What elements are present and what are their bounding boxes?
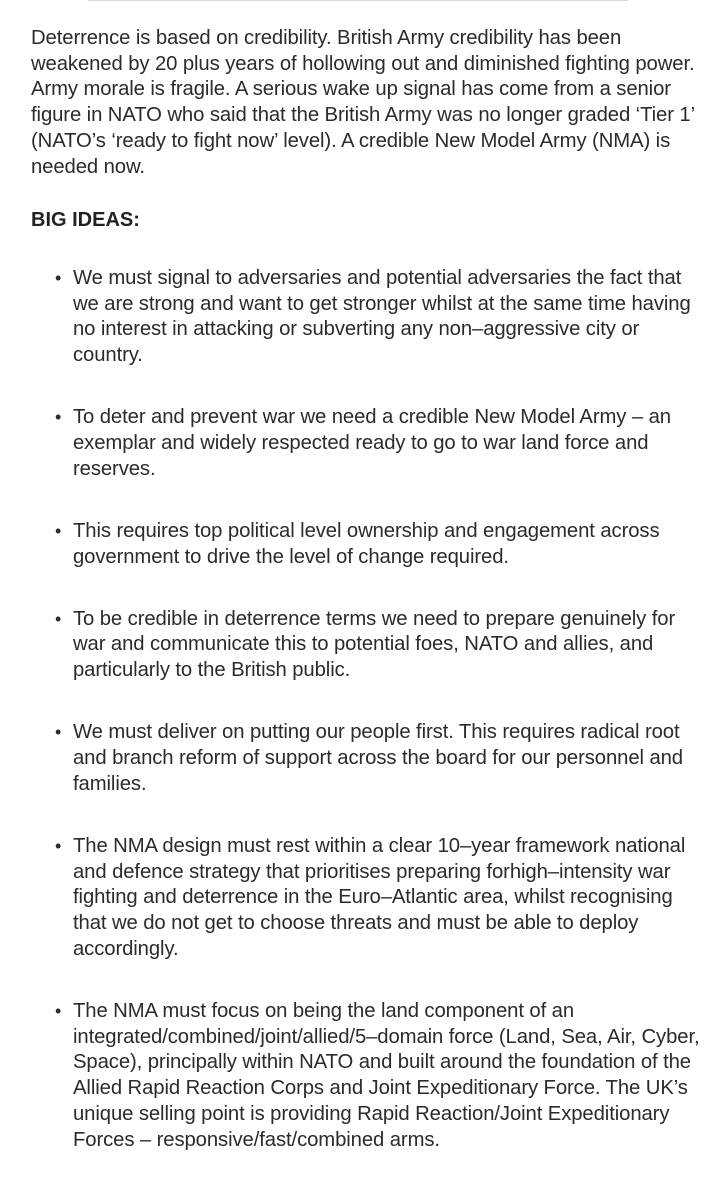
list-item	[31, 405, 701, 482]
big-ideas-list	[31, 266, 701, 1153]
list-item	[31, 999, 701, 1153]
list-item	[31, 720, 701, 797]
intro-paragraph: Deterrence is based on credibility. British Army credibility has been weakened by 20 plus years of hollowing out and diminished fighting power. Army morale is fragile. A serious wake up signal has come from a senior figure in NATO who said that the British Army was no longer graded ‘Tier 1’ (NATO’s ‘ready to fight now’ level). A credible New Model Army (NMA) is needed now.	[31, 27, 695, 178]
bullet-icon: •	[55, 1000, 62, 1021]
list-item-text: The NMA must focus on being the land component of an integrated/combined/joint/allied/5–domain force (Land, Sea, Air, Cyber, Space), principally within NATO and built around the foundation of the Allied Rapid Reaction Corps and Joint Expeditionary Force. The UK’s unique selling point is providing Rapid Reaction/Joint Expeditionary Forces – responsive/fast/combined arms.	[73, 999, 700, 1151]
bullet-icon: •	[55, 608, 62, 629]
document-body	[31, 26, 701, 1153]
bullet-icon: •	[55, 722, 62, 743]
bullet-icon: •	[55, 267, 62, 288]
list-item-text: To be credible in deterrence terms we need to prepare genuinely for war and communicate this to potential foes, NATO and allies, and particularly to the British public.	[73, 607, 676, 682]
list-item	[31, 266, 701, 369]
list-item-text: To deter and prevent war we need a credible New Model Army – an exemplar and widely respected ready to go to war land force and reserves.	[73, 406, 671, 480]
list-item-text: This requires top political level ownership and engagement across government to drive the level of change required.	[73, 519, 660, 568]
bullet-icon: •	[55, 835, 62, 856]
section-heading: BIG IDEAS:	[31, 209, 140, 232]
list-item-text: We must signal to adversaries and potential adversaries the fact that we are strong and want to get stronger whilst at the same time having no interest in attacking or subverting any non–aggressive city or country.	[73, 266, 691, 367]
list-item	[31, 519, 701, 570]
bullet-icon: •	[55, 407, 62, 428]
list-item	[31, 834, 701, 963]
bullet-icon: •	[55, 520, 62, 541]
list-item-text: We must deliver on putting our people first. This requires radical root and branch reform of support across the board for our personnel and families.	[73, 721, 683, 795]
list-item-text: The NMA design must rest within a clear 10–year framework national and defence strategy that prioritises preparing forhigh–intensity war fighting and deterrence in the Euro–Atlantic area, whilst recognising that we do not get to choose threats and must be able to deploy accordingly.	[73, 834, 686, 960]
list-item	[31, 607, 701, 684]
top-divider	[88, 0, 628, 1]
